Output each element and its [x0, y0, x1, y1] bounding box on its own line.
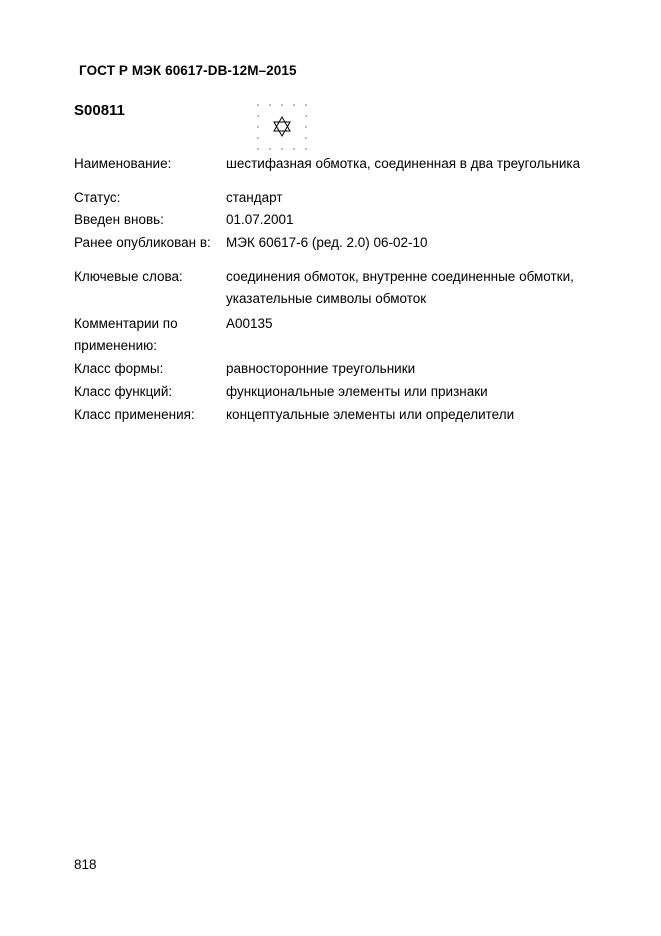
symbol-code: S00811	[74, 102, 125, 119]
field-value	[226, 266, 586, 310]
field-introduced	[74, 209, 586, 231]
triangle-down	[274, 122, 290, 136]
document-header: ГОСТ Р МЭК 60617-DB-12M–2015	[79, 63, 297, 78]
field-value: A00135	[226, 316, 273, 331]
field-label: Класс формы:	[74, 361, 164, 376]
six-phase-double-delta-winding-icon	[254, 100, 310, 152]
field-name	[74, 153, 586, 175]
field-label: Класс функций:	[74, 384, 173, 399]
field-label: Статус:	[74, 190, 121, 205]
field-value: равносторонние треугольники	[226, 361, 416, 376]
field-value-line: соединения обмоток, внутренне соединенные обмотки,	[226, 269, 574, 284]
field-label	[74, 313, 226, 357]
field-value: функциональные элементы или признаки	[226, 384, 488, 399]
field-value: стандарт	[226, 190, 283, 205]
field-function-class	[74, 381, 586, 403]
field-label-line: применению:	[74, 338, 157, 353]
field-shape-class	[74, 358, 586, 380]
field-keywords	[74, 266, 586, 310]
field-label: Класс применения:	[74, 407, 195, 422]
field-value: МЭК 60617-6 (ред. 2.0) 06-02-10	[226, 235, 428, 250]
field-application-notes	[74, 313, 586, 357]
field-label: Введен вновь:	[74, 212, 164, 227]
field-value: 01.07.2001	[226, 212, 294, 227]
field-previously-published	[74, 232, 586, 254]
field-value: шестифазная обмотка, соединенная в два треугольника	[226, 156, 581, 171]
field-label-line: Комментарии по	[74, 316, 178, 331]
field-value: концептуальные элементы или определители	[226, 407, 515, 422]
field-status	[74, 187, 586, 209]
page-number: 818	[74, 857, 97, 872]
field-application-class	[74, 404, 586, 426]
field-label: Ранее опубликован в:	[74, 235, 211, 250]
field-value-line: указательные символы обмоток	[226, 291, 427, 306]
field-label: Наименование:	[74, 156, 172, 171]
grid-dots	[257, 104, 307, 150]
triangle-up	[274, 117, 290, 131]
field-label: Ключевые слова:	[74, 269, 183, 284]
